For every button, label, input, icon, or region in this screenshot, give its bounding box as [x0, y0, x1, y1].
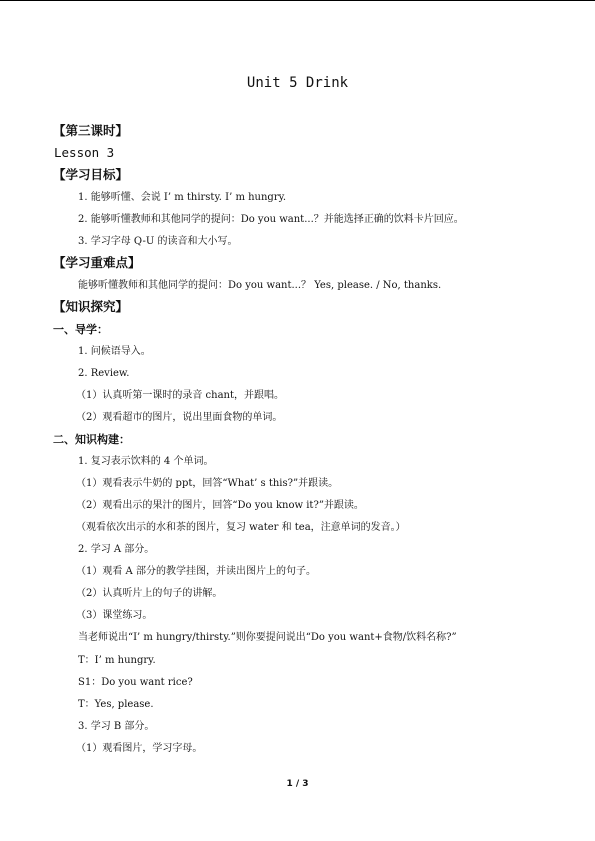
section-heading-objectives: 【学习目标】	[53, 167, 129, 182]
objective-item: 3. 学习字母 Q-U 的读音和大小写。	[78, 236, 238, 247]
sub-step-item: （1）观看 A 部分的教学挂图，并读出图片上的句子。	[76, 566, 316, 577]
step-item: 2. Review.	[78, 368, 130, 379]
instruction-text: 当老师说出“I’ m hungry/thirsty.”则你要提问说出“Do you want+食物/饮料名称?”	[78, 632, 457, 643]
sub-step-item: （2）观看出示的果汁的图片，回答“Do you know it?”并跟读。	[76, 500, 364, 511]
step-item: 2. 学习 A 部分。	[78, 544, 155, 555]
subheading-guided-learning: 一、导学：	[53, 323, 108, 336]
subheading-knowledge-building: 二、知识构建：	[53, 433, 130, 446]
step-item: 1. 问候语导入。	[78, 346, 151, 357]
sub-step-item: （3）课堂练习。	[76, 610, 153, 621]
page-top-rule	[0, 0, 595, 1]
dialogue-line: T：Yes, please.	[78, 699, 154, 710]
sub-step-item: （1）认真听第一课时的录音 chant，并跟唱。	[76, 390, 285, 401]
step-item: 1. 复习表示饮料的 4 个单词。	[78, 456, 214, 467]
note-text: （观看依次出示的水和茶的图片，复习 water 和 tea，注意单词的发音。）	[76, 522, 406, 533]
sub-step-item: （2）认真听片上的句子的讲解。	[76, 588, 223, 599]
section-heading-key-points: 【学习重难点】	[53, 255, 141, 270]
section-heading-exploration: 【知识探究】	[53, 299, 129, 314]
document-title: Unit 5 Drink	[246, 75, 349, 91]
dialogue-line: S1：Do you want rice?	[78, 677, 193, 688]
sub-step-item: （1）观看图片，学习字母。	[76, 743, 203, 754]
sub-step-item: （2）观看超市的图片，说出里面食物的单词。	[76, 412, 283, 423]
lesson-label: Lesson 3	[54, 145, 115, 160]
objective-item: 1. 能够听懂、会说 I’ m thirsty. I’ m hungry.	[78, 192, 287, 203]
dialogue-line: T：I’ m hungry.	[78, 655, 156, 666]
sub-step-item: （1）观看表示牛奶的 ppt，回答“What’ s this?”并跟读。	[76, 478, 339, 489]
section-heading-lesson-period: 【第三课时】	[53, 123, 129, 138]
step-item: 3. 学习 B 部分。	[78, 721, 155, 732]
page-number: 1 / 3	[286, 779, 309, 789]
key-point-text: 能够听懂教师和其他同学的提问：Do you want...？ Yes, please. / No, thanks.	[78, 280, 442, 291]
objective-item: 2. 能够听懂教师和其他同学的提问：Do you want...？并能选择正确的饮料卡片回应。	[78, 214, 464, 225]
